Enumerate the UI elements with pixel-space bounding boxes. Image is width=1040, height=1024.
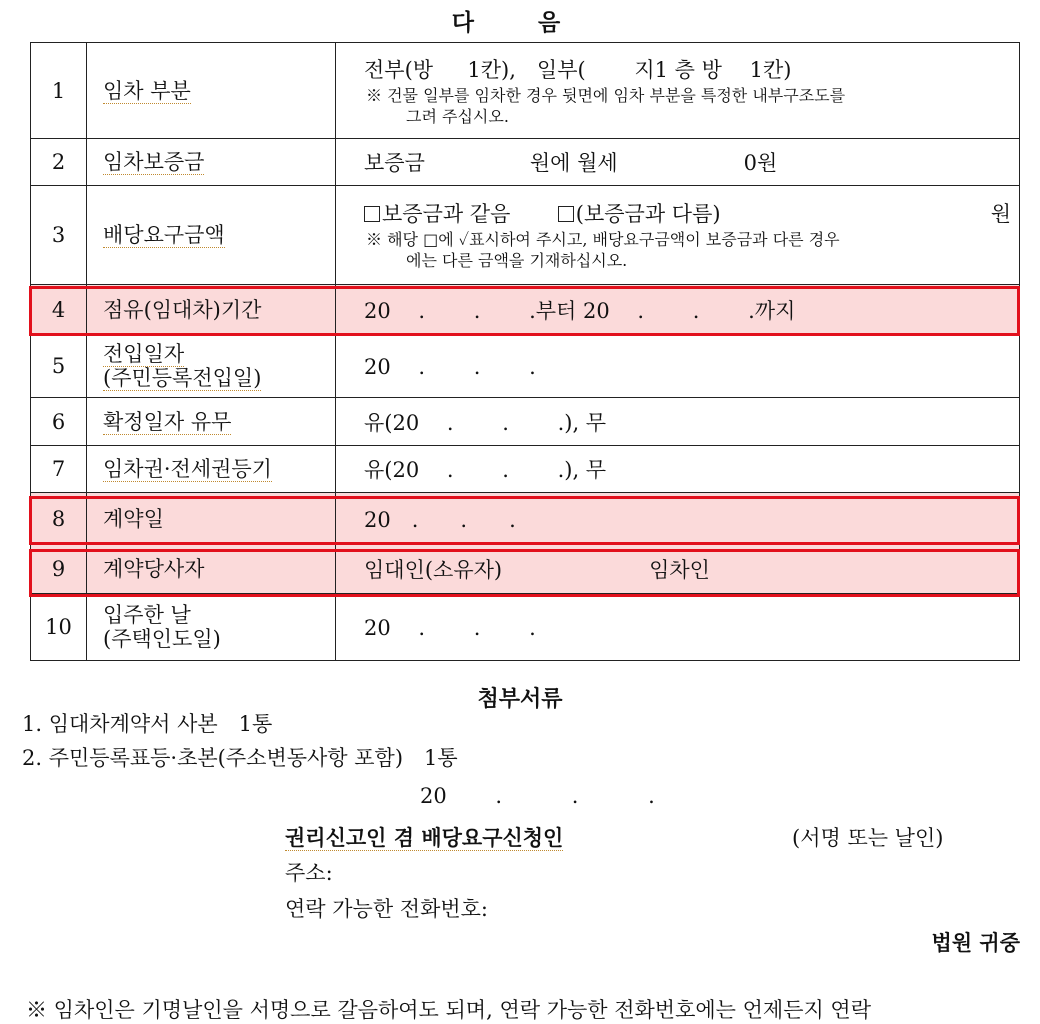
option-same-label: 보증금과 같음 xyxy=(382,202,511,226)
table-row xyxy=(31,43,1020,139)
row-number: 9 xyxy=(31,545,87,594)
attachments-title: 첨부서류 xyxy=(477,686,563,712)
row-number: 10 xyxy=(31,594,87,661)
lease-portion-value: 전부(방 1칸), 일부( 지1 층 방 1칸) xyxy=(364,57,792,82)
row-number: 5 xyxy=(31,335,87,398)
table-row xyxy=(31,398,1020,446)
deposit-value: 보증금 원에 월세 0원 xyxy=(364,151,778,175)
dividend-note: ※ 해당 □에 ✓표시하여 주시고, 배당요구금액이 보증금과 다른 경우 에는 다른 금액을 기재하십시오. xyxy=(366,230,840,270)
move-in-date-field[interactable] xyxy=(336,335,1020,398)
table-row xyxy=(31,335,1020,398)
applicant-title: 권리신고인 겸 배당요구신청인 xyxy=(285,825,564,850)
table-row xyxy=(31,594,1020,661)
table-row xyxy=(31,139,1020,186)
move-in-date-value: 20 . . . xyxy=(364,355,536,379)
form-section-title: 다 음 xyxy=(451,9,589,36)
occupancy-period-field[interactable] xyxy=(336,285,1020,335)
option-different-label: (보증금과 다름) xyxy=(575,202,721,226)
row-label: 임차보증금 xyxy=(87,139,336,186)
row-label: 임차 부분 xyxy=(87,43,336,139)
checkbox-same-as-deposit[interactable] xyxy=(364,206,380,222)
submission-date[interactable]: 20 . . . xyxy=(420,784,655,808)
row-number: 3 xyxy=(31,186,87,285)
dividend-amount-field xyxy=(336,186,1020,285)
lease-registration-value: 유(20 . . .), 무 xyxy=(364,458,607,482)
table-row xyxy=(31,493,1020,545)
footer-note: ※ 임차인은 기명날인을 서명으로 갈음하여도 되며, 연락 가능한 전화번호에는 언제든지 연락 xyxy=(26,998,872,1022)
row-label: 계약일 xyxy=(87,493,336,545)
contract-parties-value: 임대인(소유자) 임차인 xyxy=(364,558,710,582)
lease-portion-note: ※ 건물 일부를 임차한 경우 뒷면에 임차 부분을 특정한 내부구조도를 그려 주십시오. xyxy=(366,85,846,126)
fixed-date-field[interactable] xyxy=(336,398,1020,446)
row-label: 전입일자 (주민등록전입일) xyxy=(87,335,336,398)
checkbox-different-from-deposit[interactable] xyxy=(558,206,574,222)
attachment-item-2: 2. 주민등록표등·초본(주소변동사항 포함) 1통 xyxy=(22,746,458,770)
row-number: 1 xyxy=(31,43,87,139)
row-label: 계약당사자 xyxy=(87,545,336,594)
row-number: 4 xyxy=(31,285,87,335)
contract-date-value: 20 . . . xyxy=(364,507,516,532)
won-unit: 원 xyxy=(990,202,1011,226)
address-label[interactable]: 주소: xyxy=(285,861,333,885)
deposit-field[interactable] xyxy=(336,139,1020,186)
row-label: 점유(임대차)기간 xyxy=(87,285,336,335)
contract-parties-field[interactable] xyxy=(336,545,1020,594)
lease-registration-field[interactable] xyxy=(336,446,1020,493)
row-number: 8 xyxy=(31,493,87,545)
court-addressee: 법원 귀중 xyxy=(931,930,1020,955)
table-row xyxy=(31,285,1020,335)
row-number: 6 xyxy=(31,398,87,446)
handover-date-field[interactable] xyxy=(336,594,1020,661)
occupancy-period-value: 20 . . .부터 20 . . .까지 xyxy=(364,298,796,323)
row-label: 배당요구금액 xyxy=(87,186,336,285)
table-row xyxy=(31,545,1020,594)
row-number: 7 xyxy=(31,446,87,493)
row-label: 임차권·전세권등기 xyxy=(87,446,336,493)
table-row xyxy=(31,186,1020,285)
table-row xyxy=(31,446,1020,493)
handover-date-value: 20 . . . xyxy=(364,616,536,640)
claim-detail-table xyxy=(30,42,1020,661)
row-label: 입주한 날 (주택인도일) xyxy=(87,594,336,661)
row-label: 확정일자 유무 xyxy=(87,398,336,446)
row-number: 2 xyxy=(31,139,87,186)
fixed-date-value: 유(20 . . .), 무 xyxy=(364,410,607,435)
signature-label[interactable]: (서명 또는 날인) xyxy=(792,826,944,850)
attachment-item-1: 1. 임대차계약서 사본 1통 xyxy=(22,712,273,736)
phone-label[interactable]: 연락 가능한 전화번호: xyxy=(285,897,488,921)
lease-portion-field[interactable] xyxy=(336,43,1020,139)
contract-date-field[interactable] xyxy=(336,493,1020,545)
